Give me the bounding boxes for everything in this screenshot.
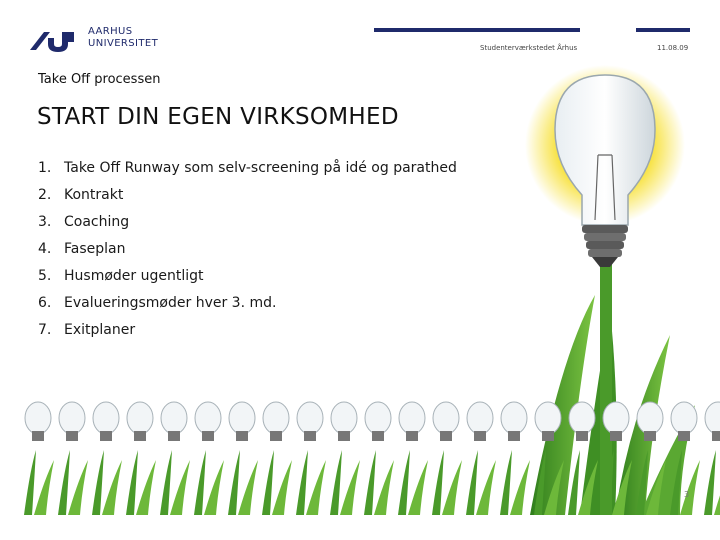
list-item-number: 1. — [38, 160, 52, 176]
list-item-number: 5. — [38, 268, 52, 284]
list-item — [38, 241, 457, 268]
list-item-text: Evalueringsmøder hver 3. md. — [64, 295, 277, 311]
list-item — [38, 322, 457, 349]
slide-title: START DIN EGEN VIRKSOMHED — [37, 104, 399, 130]
list-item-text: Coaching — [64, 214, 130, 230]
list-item-number: 2. — [38, 187, 52, 203]
list-item-number: 3. — [38, 214, 52, 230]
list-item — [38, 160, 457, 187]
header-rule-right — [636, 28, 690, 32]
list-item-number: 7. — [38, 322, 52, 338]
logo-line2: UNIVERSITET — [88, 38, 159, 49]
list-item-text: Take Off Runway som selv-screening på idé og parathed — [64, 160, 457, 176]
list-item-number: 4. — [38, 241, 52, 257]
process-list — [38, 160, 457, 349]
list-item — [38, 295, 457, 322]
list-item-text: Husmøder ugentligt — [64, 268, 204, 284]
list-item-number: 6. — [38, 295, 52, 311]
department-name: Studenterværkstedet Århus — [480, 44, 578, 52]
header-rule-left — [374, 28, 580, 32]
logo-text — [88, 26, 158, 50]
page-number: 3 — [684, 490, 690, 499]
slide-subtitle: Take Off processen — [38, 72, 161, 87]
logo-line1: AARHUS — [88, 26, 133, 37]
list-item-text: Exitplaner — [64, 322, 136, 338]
list-item — [38, 214, 457, 241]
aarhus-university-logo-icon — [28, 28, 78, 52]
slide-date: 11.08.09 — [657, 44, 689, 52]
list-item — [38, 187, 457, 214]
university-logo — [28, 26, 158, 56]
lightbulb-row-icon — [20, 400, 720, 515]
list-item-text: Kontrakt — [64, 187, 124, 203]
list-item — [38, 268, 457, 295]
list-item-text: Faseplan — [64, 241, 126, 257]
